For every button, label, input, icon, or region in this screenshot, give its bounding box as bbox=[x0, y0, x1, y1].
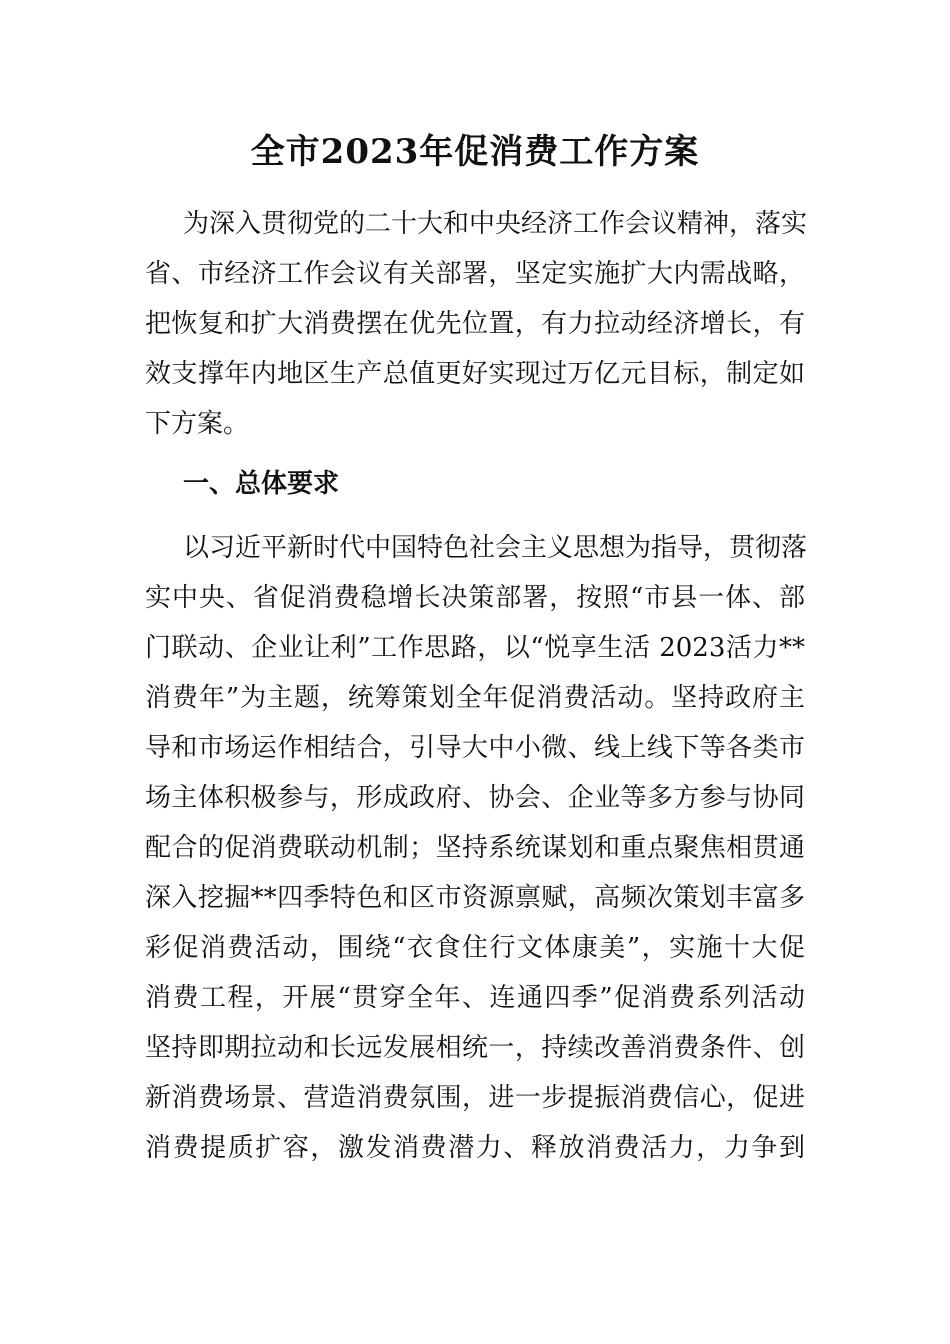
paragraph-line: 效支撑年内地区生产总值更好实现过万亿元目标，制定如 bbox=[145, 359, 805, 389]
paragraph-line: 消费年”为主题，统筹策划全年促消费活动。坚持政府主 bbox=[145, 683, 805, 713]
paragraph-line: 导和市场运作相结合，引导大中小微、线上线下等各类市 bbox=[145, 733, 805, 763]
paragraph-line: 消费提质扩容，激发消费潜力、释放消费活力，力争到 bbox=[145, 1133, 805, 1163]
paragraph-line: 以习近平新时代中国特色社会主义思想为指导，贯彻落 bbox=[183, 533, 808, 563]
document-title: 全市2023年促消费工作方案 bbox=[250, 132, 700, 172]
paragraph-line: 消费工程，开展“贯穿全年、连通四季”促消费系列活动 bbox=[145, 983, 805, 1013]
paragraph-line: 场主体积极参与，形成政府、协会、企业等多方参与协同 bbox=[145, 783, 805, 813]
paragraph-line: 深入挖掘**四季特色和区市资源禀赋，高频次策划丰富多 bbox=[145, 883, 805, 913]
paragraph-line: 省、市经济工作会议有关部署，坚定实施扩大内需战略， bbox=[145, 259, 805, 289]
section-heading: 一、总体要求 bbox=[183, 469, 340, 499]
paragraph-line: 配合的促消费联动机制；坚持系统谋划和重点聚焦相贯通 bbox=[145, 833, 805, 863]
paragraph-line: 门联动、企业让利”工作思路，以“悦享生活 2023活力** bbox=[145, 633, 805, 663]
paragraph-line: 新消费场景、营造消费氛围，进一步提振消费信心，促进 bbox=[145, 1083, 805, 1113]
paragraph-line: 把恢复和扩大消费摆在优先位置，有力拉动经济增长，有 bbox=[145, 309, 805, 339]
paragraph-line: 坚持即期拉动和长远发展相统一，持续改善消费条件、创 bbox=[145, 1033, 805, 1063]
paragraph-line: 为深入贯彻党的二十大和中央经济工作会议精神，落实 bbox=[183, 209, 808, 239]
paragraph-line: 实中央、省促消费稳增长决策部署，按照“市县一体、部 bbox=[145, 583, 805, 613]
paragraph-line: 下方案。 bbox=[145, 409, 250, 439]
paragraph-line: 彩促消费活动，围绕“衣食住行文体康美”，实施十大促 bbox=[145, 933, 805, 963]
